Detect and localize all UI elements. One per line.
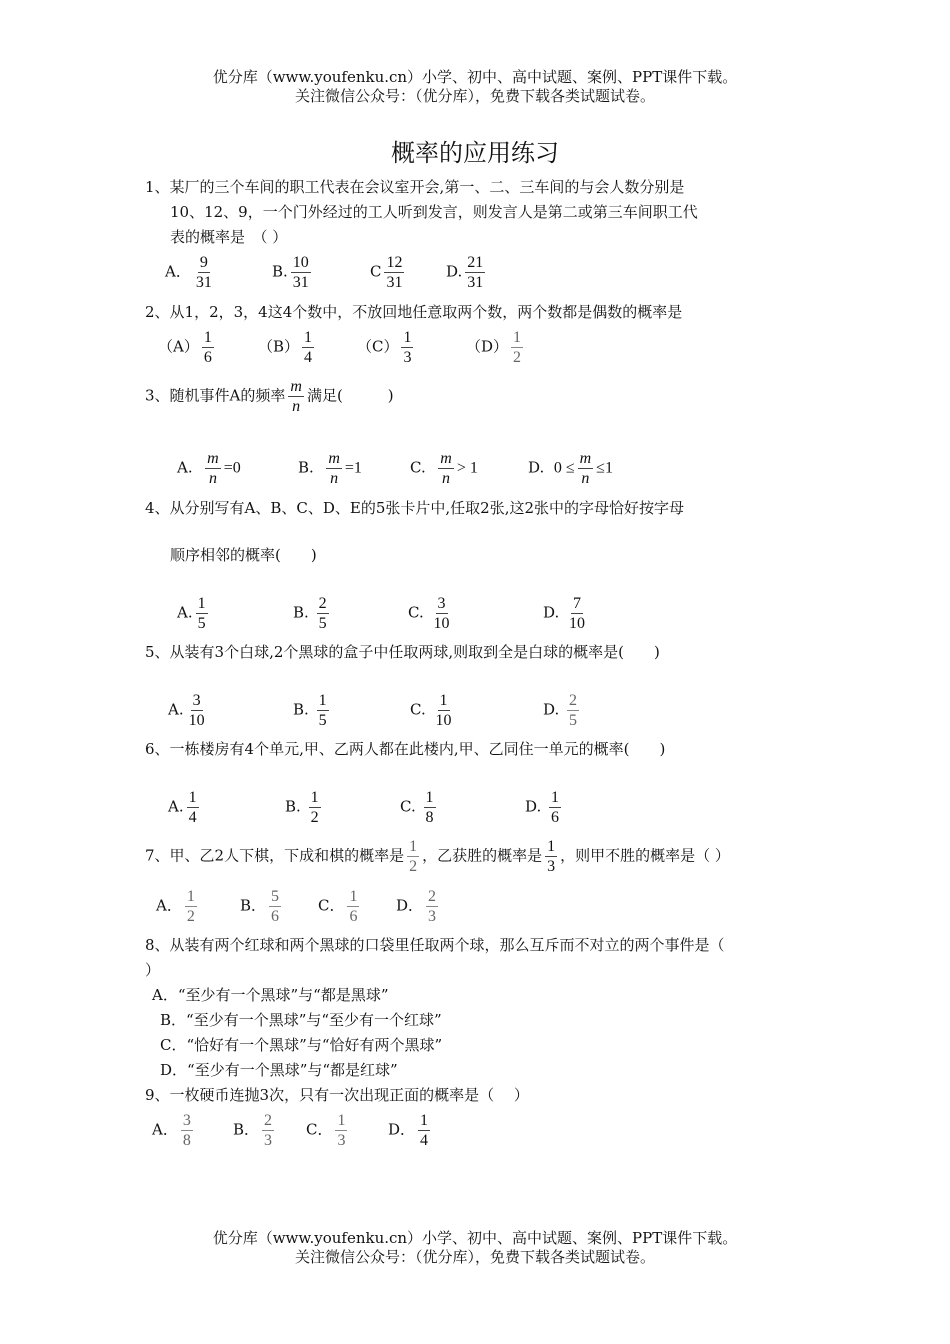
q3-text: 3、随机事件A的频率 $\frac{m}{n}$ 满足( )	[145, 378, 394, 415]
q8-line-2: ）	[145, 961, 161, 979]
fraction: $\frac{2}{5}$	[569, 692, 578, 729]
q7-option-a: A． $\frac{1}{2}$	[156, 888, 195, 925]
q5-text: 5、从装有3个白球,2个黑球的盒子中任取两球,则取到全是白球的概率是( )	[145, 643, 660, 661]
q6-option-c: C. $\frac{1}{8}$	[400, 789, 434, 826]
q6-option-a: A. $\frac{1}{4}$	[168, 789, 197, 826]
fraction: $\frac{2}{3}$	[428, 888, 437, 925]
fraction: $\frac{1}{4}$	[304, 329, 313, 366]
q5-option-a: A. $\frac{3}{10}$	[168, 692, 205, 729]
q1-line-1: 1、某厂的三个车间的职工代表在会议室开会,第一、二、三车间的与会人数分别是	[145, 178, 685, 196]
fraction: $\frac{3}{8}$	[182, 1112, 191, 1149]
q1-line-3: 表的概率是 （ ）	[170, 228, 288, 246]
q8-option-b: B．“至少有一个黑球”与“至少有一个红球”	[160, 1011, 442, 1029]
fraction: $\frac{5}{6}$	[271, 888, 280, 925]
fraction: $\frac{1}{2}$	[310, 789, 319, 826]
fraction: $\frac{12}{31}$	[386, 254, 403, 291]
q7-option-c: C． $\frac{1}{6}$	[318, 888, 358, 925]
q1-option-a: A． $\frac{9}{31}$	[165, 254, 212, 291]
q2-option-a: （A） $\frac{1}{6}$	[158, 329, 212, 366]
q6-option-d: D. $\frac{1}{6}$	[525, 789, 560, 826]
fraction: $\frac{1}{3}$	[403, 329, 412, 366]
q9-option-b: B． $\frac{2}{3}$	[233, 1112, 273, 1149]
q7-option-d: D． $\frac{2}{3}$	[396, 888, 437, 925]
q5-option-b: B. $\frac{1}{5}$	[293, 692, 327, 729]
q2-option-b: （B） $\frac{1}{4}$	[258, 329, 313, 366]
fraction: $\frac{1}{5}$	[197, 595, 206, 632]
fraction: $\frac{2}{3}$	[264, 1112, 273, 1149]
fraction: $\frac{m}{n}$	[207, 450, 219, 487]
fraction: $\frac{m}{n}$	[290, 378, 302, 415]
footer-line-1: 优分库（www.youfenku.cn）小学、初中、高中试题、案例、PPT课件下载。	[212, 1229, 738, 1247]
q9-option-d: D． $\frac{1}{4}$	[388, 1112, 429, 1149]
footer-line-2: 关注微信公众号：（优分库），免费下载各类试题试卷。	[294, 1248, 655, 1266]
fraction: $\frac{1}{2}$	[513, 329, 522, 366]
fraction: $\frac{1}{4}$	[420, 1112, 429, 1149]
q5-option-c: C. $\frac{1}{10}$	[410, 692, 452, 729]
fraction: $\frac{1}{10}$	[435, 692, 452, 729]
q1-option-c: C $\frac{12}{31}$	[370, 254, 403, 291]
fraction: $\frac{1}{8}$	[425, 789, 434, 826]
q4-option-c: C. $\frac{3}{10}$	[408, 595, 450, 632]
q8-option-a: A．“至少有一个黑球”与“都是黑球”	[152, 986, 389, 1004]
q4-option-b: B. $\frac{2}{5}$	[293, 595, 327, 632]
fraction: $\frac{m}{n}$	[579, 450, 592, 487]
q3-option-d: D. 0 ≤ $\frac{m}{n}$ ≤1	[528, 450, 613, 487]
q8-line-1: 8、从装有两个红球和两个黑球的口袋里任取两个球，那么互斥而不对立的两个事件是（	[145, 936, 725, 954]
q4-line-1: 4、从分别写有A、B、C、D、E的5张卡片中,任取2张,这2张中的字母恰好按字母	[145, 499, 685, 517]
fraction: $\frac{1}{2}$	[186, 888, 195, 925]
fraction: $\frac{3}{10}$	[433, 595, 450, 632]
q4-option-d: D. $\frac{7}{10}$	[543, 595, 586, 632]
q9-text: 9、一枚硬币连抛3次，只有一次出现正面的概率是（ ）	[145, 1086, 529, 1104]
q4-line-2: 顺序相邻的概率( )	[170, 546, 317, 564]
q8-option-d: D．“至少有一个黑球”与“都是红球”	[160, 1061, 398, 1079]
fraction: $\frac{1}{6}$	[551, 789, 560, 826]
q3-option-a: A. $\frac{m}{n}$ =0	[177, 450, 241, 487]
q8-option-c: C．“恰好有一个黑球”与“恰好有两个黑球”	[160, 1036, 443, 1054]
q4-option-a: A. $\frac{1}{5}$	[177, 595, 206, 632]
q1-line-2: 10、12、9，一个门外经过的工人听到发言，则发言人是第二或第三车间职工代	[170, 203, 698, 221]
q3-option-c: C. $\frac{m}{n}$ > 1	[410, 450, 478, 487]
fraction: $\frac{10}{31}$	[292, 254, 309, 291]
fraction: $\frac{1}{2}$	[409, 838, 418, 875]
q2-option-c: （C） $\frac{1}{3}$	[357, 329, 412, 366]
q3-option-b: B. $\frac{m}{n}$ =1	[298, 450, 362, 487]
fraction: $\frac{1}{6}$	[349, 888, 358, 925]
q2-text: 2、从1，2，3，4这4个数中，不放回地任意取两个数，两个数都是偶数的概率是	[145, 303, 683, 321]
fraction: $\frac{1}{6}$	[203, 329, 212, 366]
q1-option-b: B. $\frac{10}{31}$	[272, 254, 309, 291]
fraction: $\frac{m}{n}$	[440, 450, 452, 487]
q9-option-a: A． $\frac{3}{8}$	[152, 1112, 191, 1149]
q6-text: 6、一栋楼房有4个单元,甲、乙两人都在此楼内,甲、乙同住一单元的概率( )	[145, 740, 666, 758]
q2-option-d: （D） $\frac{1}{2}$	[466, 329, 522, 366]
q6-option-b: B. $\frac{1}{2}$	[285, 789, 319, 826]
fraction: $\frac{7}{10}$	[569, 595, 586, 632]
fraction: $\frac{1}{4}$	[188, 789, 197, 826]
q9-option-c: C． $\frac{1}{3}$	[306, 1112, 346, 1149]
fraction: $\frac{3}{10}$	[188, 692, 205, 729]
fraction: $\frac{1}{3}$	[337, 1112, 346, 1149]
fraction: $\frac{2}{5}$	[318, 595, 327, 632]
fraction: $\frac{9}{31}$	[195, 254, 212, 291]
fraction: $\frac{1}{3}$	[547, 838, 556, 875]
q7-option-b: B． $\frac{5}{6}$	[240, 888, 280, 925]
header-line-1: 优分库（www.youfenku.cn）小学、初中、高中试题、案例、PPT课件下载。	[212, 68, 738, 86]
fraction: $\frac{1}{5}$	[318, 692, 327, 729]
page-title: 概率的应用练习	[391, 139, 559, 167]
q5-option-d: D. $\frac{2}{5}$	[543, 692, 578, 729]
header-line-2: 关注微信公众号：（优分库），免费下载各类试题试卷。	[294, 87, 655, 105]
fraction: $\frac{21}{31}$	[467, 254, 484, 291]
q7-text: 7、甲、乙2人下棋，下成和棋的概率是 $\frac{1}{2}$ ，乙获胜的概率是 $\frac{1}{3}$ ，则甲不胜的概率是（ ）	[145, 838, 730, 875]
fraction: $\frac{m}{n}$	[328, 450, 340, 487]
q1-option-d: D. $\frac{21}{31}$	[446, 254, 484, 291]
